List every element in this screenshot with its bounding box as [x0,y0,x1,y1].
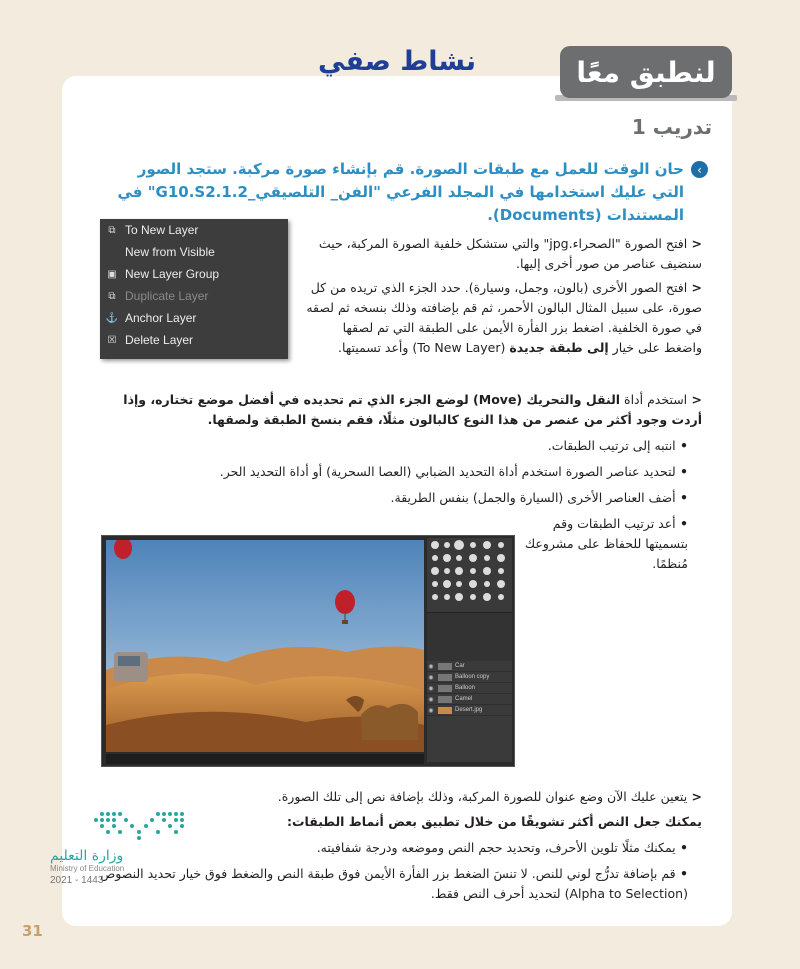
camel [361,704,418,740]
step-text: استخدم أداة [620,392,688,407]
eye-icon[interactable]: ◉ [428,685,434,692]
eye-icon[interactable]: ◉ [428,707,434,714]
list-item: • انتبه إلى ترتيب الطبقات. [128,436,688,456]
desert-illustration [106,540,424,752]
list-item: • لتحديد عناصر الصورة استخدم أداة التحديد الضبابي (العصا السحرية) أو أداة التحديد الحر. [128,462,688,482]
eye-icon[interactable]: ◉ [428,663,434,670]
layer-name: Balloon [455,685,476,691]
step-text: (To New Layer) وأعد تسميتها. [337,340,510,355]
menu-item-duplicate-layer[interactable] [100,285,288,307]
menu-item-label: Duplicate Layer [125,289,209,303]
brushes-grid [427,538,512,608]
footer-step [82,787,702,807]
layer-thumbnail [438,696,452,703]
layers-list [427,661,512,716]
eye-icon[interactable]: ◉ [428,696,434,703]
layer-options [427,612,512,661]
layer-thumbnail [438,707,452,714]
list-item: • قم بإضافة تدرُّج لوني للنص. لا تنسَ الضغط بزر الفأرة الأيمن فوق طبقة النص والضغط فوق خيار تحديد النصوص (Alpha to Selection) لتحديد أحرف النص فقط. [88,864,688,904]
menu-item-label: To New Layer [125,223,199,237]
layer-name: Desert.jpg [455,707,483,713]
layers-panel [427,538,512,762]
layer-row[interactable] [427,705,512,716]
step-text-bold: النقل والتحريك [526,392,621,407]
footer-heading: يمكنك جعل النص أكثر تشويقًا من خلال تطبيق بعض أنماط الطبقات: [286,814,702,829]
menu-item-label: Delete Layer [125,333,194,347]
step-text-bold: لوضع الجزء الذي تم تحديده في أفضل موضع تختاره، وإذا أردت وجود أكثر من عنصر من هذا النوع كالبالون مثلًا، فقم بنسخ الطبقة ولصقها. [123,392,702,427]
layer-name: Balloon copy [455,674,490,680]
layer-row[interactable] [427,694,512,705]
ministry-logo [50,808,200,886]
list-item: • أعد ترتيب الطبقات وقم بتسميتها للحفاظ على مشروعك مُنظمًا. [518,514,688,574]
step-marker: < [687,280,702,295]
ministry-emblem [92,808,192,844]
ministry-english: Ministry of Education [50,864,125,873]
footer-p1: يتعين عليك الآن وضع عنوان للصورة المركبة، وذلك بإضافة نص إلى تلك الصورة. [277,789,688,804]
menu-item-new-from-visible[interactable] [100,241,288,263]
intro-text: حان الوقت للعمل مع طبقات الصورة. قم بإنشاء صورة مركبة. ستجد الصور التي عليك استخدامها في المجلد الفرعي "الفن_ التلصيقي_G10.S2.1.2" في المستندات (Documents). [117,160,684,224]
step-text: افتح الصور الأخرى (بالون، وجمل، وسيارة). حدد الجزء الذي تريده من كل صورة، على سبيل المثال البالون الأحمر، ثم قم بإضافته وذلك بنسخه ثم لصقه في صورة الخلفية. اضغط بزر الفأرة الأيمن على الطبقة التي تم لصقها واضغط على خيار [306,280,702,355]
layer-thumbnail [438,674,452,681]
anchor-icon: ⚓ [105,312,119,324]
layer-context-menu [100,219,288,359]
menu-item-delete-layer[interactable] [100,329,288,351]
exercise-intro [108,158,708,227]
desert-scene [106,540,424,752]
layer-row[interactable] [427,683,512,694]
new-layer-icon: ⧉ [108,224,116,236]
list-item: • يمكنك مثلًا تلوين الأحرف، وتحديد حجم النص وموضعه ودرجة شفافيته. [148,838,688,858]
delete-icon: ☒ [107,334,117,346]
layer-thumbnail [438,663,452,670]
step-1 [302,234,702,274]
layer-name: Camel [455,696,473,702]
ministry-year: 2021 - 1443 [50,875,104,886]
footer-bullets [148,838,688,858]
step-marker: < [687,392,702,407]
ministry-arabic: وزارة التعليم [50,848,124,864]
eye-icon[interactable]: ◉ [428,674,434,681]
page-number: 31 [22,922,43,940]
step-2 [302,278,702,358]
activity-title: نشاط صفي [318,46,477,77]
blank-icon [106,246,118,258]
layer-name: Car [455,663,465,669]
balloon-2 [335,590,355,614]
menu-item-to-new-layer[interactable] [100,219,288,241]
step-3 [102,390,702,430]
tips-list-cont [518,514,688,574]
folder-icon: ▣ [107,268,117,280]
step-text-bold: (Move) [468,392,527,407]
status-bar [106,754,424,764]
step-text: افتح الصورة "الصحراء.jpg" والتي ستشكل خلفية الصورة المركبة، حيث سنضيف عناصر من صور أخرى إليها. [318,236,702,271]
layer-thumbnail [438,685,452,692]
menu-item-new-layer-group[interactable] [100,263,288,285]
layer-row[interactable] [427,661,512,672]
gimp-screenshot [101,535,515,767]
chevron-left-icon: ‹ [691,161,708,178]
step-marker: < [687,789,702,804]
menu-item-anchor-layer[interactable] [100,307,288,329]
list-item: • أضف العناصر الأخرى (السيارة والجمل) بنفس الطريقة. [128,488,688,508]
tips-list [128,436,688,514]
step-text-bold: إلى طبقة جديدة [509,340,609,355]
menu-item-label: New from Visible [125,245,215,259]
duplicate-icon: ⧉ [108,290,116,302]
step-marker: < [687,236,702,251]
apply-together-tab: لنطبق معًا [560,46,732,98]
layer-row[interactable] [427,672,512,683]
menu-item-label: New Layer Group [125,267,220,281]
menu-item-label: Anchor Layer [125,311,197,325]
exercise-title: تدريب 1 [631,115,712,139]
